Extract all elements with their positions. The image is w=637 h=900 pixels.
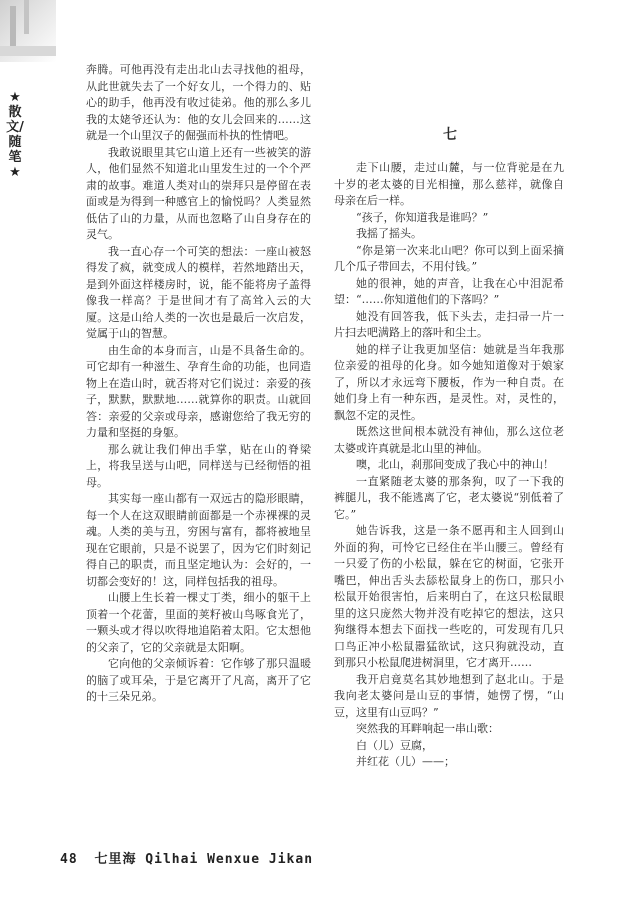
chapter-number: 七 — [443, 127, 457, 143]
page-footer — [60, 848, 321, 867]
corner-decoration-image — [0, 0, 56, 62]
paragraph: 白（儿）豆腐， — [356, 738, 433, 752]
paragraph: 由生命的本身而言，山是不具备生命的。可它却有一种滋生、孕育生命的功能，也同造物上在造山时，就否将对它们说过：亲爱的孩子，默默，默默地……就算你的职责。山就回答：亲爱的父亲或母亲，感谢您给了我无穷的力量和坚挺的身躯。 — [86, 343, 311, 439]
paragraph: 山腰上生长着一棵丈丁类，细小的躯干上顶着一个花蕾，里面的荚籽被山鸟啄食光了，一颗头或才得以吹得地追陷着太阳。它太想他的父亲了，它的父亲就是太阳啊。 — [86, 591, 311, 654]
paragraph: 她没有回答我，低下头去，走扫帚一片一片扫去吧满路上的落叶和尘土。 — [334, 309, 564, 339]
paragraph: 她告诉我，这是一条不愿再和主人回到山外面的狗，可怜它已经住在半山腰三。曾经有一只爱了伤的小松鼠，躲在它的树面，它张开嘴巴，伸出舌头去舔松鼠身上的伤口，那只小松鼠开始很害怕，后来明白了，在这只松鼠眼里的这只庞然大物并没有吃掉它的想法，这只狗继得本想去下面找一些吃的，可发现有几只口鸟正冲小松鼠嚣猛欲试，这只狗就没动，直到那只小松鼠爬进树洞里，它才离开…… — [334, 524, 564, 669]
paragraph: 噢，北山，刹那间变成了我心中的神山！ — [356, 458, 554, 471]
paragraph: 一直紧随老太婆的那条狗，叹了一下我的裤腿儿，我不能逃离了它，老太婆说“别低着了它。” — [334, 474, 564, 521]
paragraph: 我敢说眼里其它山道上还有一些被笑的游人，他们显然不知道北山里发生过的一个个严肃的故事。难道人类对山的崇拜只是停留在表面或是为得到一种感官上的愉悦吗？人类显然低估了山的力量，从而也忽略了山自身存在的灵气。 — [86, 145, 311, 241]
paragraph: “孩子，你知道我是谁吗？” — [356, 210, 489, 224]
paragraph: 并红花（儿）——； — [356, 755, 455, 768]
paragraph: 其实每一座山都有一双远古的隐形眼睛，每一个人在这双眼睛前面都是一个赤裸裸的灵魂。人类的美与丑，穷困与富有，都将被地呈现在它眼前，只是不说罢了，因为它们时刻记得自己的职责，而且坚定地认为：会好的，一切都会变好的！这，同样包括我的祖母。 — [86, 492, 311, 588]
paragraph: 她的很神，她的声音，让我在心中泪泥希望：“……你知道他们的下落吗？” — [334, 276, 564, 306]
paragraph: 既然这世间根本就没有神仙，那么这位老太婆或许真就是北山里的神仙。 — [334, 425, 564, 455]
magazine-name: 七里海 Qilhai Wenxue Jikan — [94, 852, 314, 867]
paragraph: 奔腾。可他再没有走出北山去寻找他的祖母，从此世就失去了一个好女儿，一个得力的、贴心的助手，他再没有收过徒弟。他的那么多儿我的太姥爷还认为：他的女儿会回来的……这就是一个山里汉子的倔强而朴执的性情吧。 — [86, 63, 311, 142]
paragraph: 那么就让我们伸出手掌，贴在山的脊梁上，将我呈送与山吧，同样送与已经彻悟的祖母。 — [86, 442, 311, 489]
paragraph: 我开启竟莫名其妙地想到了赵北山。于是我向老太婆问是山豆的事情，她愣了愣，“山豆，这里有山豆吗？” — [334, 672, 564, 719]
section-tag: ★散文/随笔★ — [6, 90, 24, 180]
paragraph: “你是第一次来北山吧？你可以到上面采摘几个瓜子带回去，不用付钱。” — [334, 243, 564, 273]
paragraph: 她的样子让我更加坚信：她就是当年我那位亲爱的祖母的化身。如今她知道像对于娘家了，所以才永远弯下腰板，作为一种自责。在她们身上有一种东西，是灵性。对，灵性的，飘忽不定的灵性。 — [334, 342, 564, 422]
paragraph: 走下山腰，走过山麓，与一位背驼是在九十岁的老太婆的目光相撞，那么慈祥，就像自母亲在后一样。 — [334, 161, 564, 207]
paragraph: 突然我的耳畔响起一串山歌： — [356, 722, 499, 735]
paragraph: 我摇了摇头。 — [356, 227, 422, 240]
right-column — [334, 160, 564, 771]
paragraph: 我一直心存一个可笑的想法：一座山被怒得发了疯，就变成人的模样，若然地踏出天，是到外面这样楼房时，说，能不能将房子盖得像我一样高？于是世间才有了高耸入云的大厦。这是山给人类的一次也是最后一次启发，觉属于山的智慧。 — [86, 244, 311, 340]
page-number: 48 — [60, 852, 78, 867]
paragraph: 它向他的父亲倾诉着：它作够了那只温暖的脑了或耳朵，于是它离开了凡高，离开了它的十三朵兄弟。 — [86, 657, 311, 703]
left-column — [86, 62, 311, 706]
